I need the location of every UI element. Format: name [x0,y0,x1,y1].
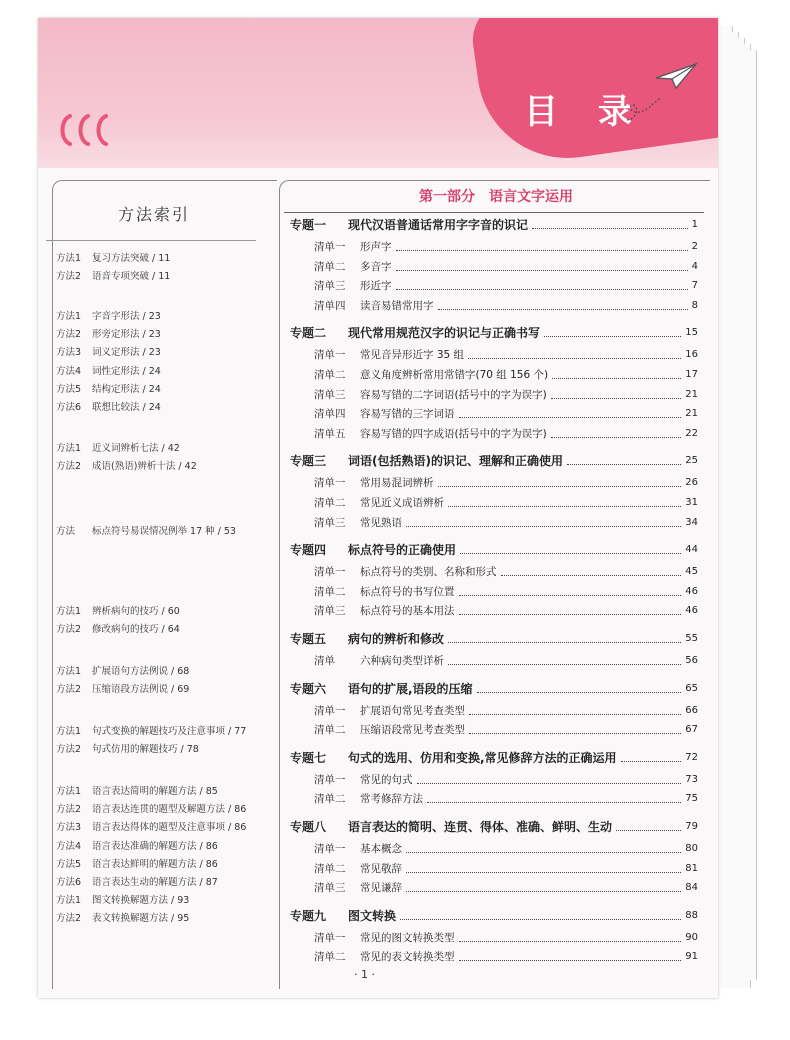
toc-item-title: 基本概念 [360,843,402,855]
method-index-entry [56,603,180,617]
toc-item [314,722,698,737]
method-label: 方法2 [56,744,82,756]
toc-item-number: 清单二 [314,862,346,875]
method-index-entry [56,440,180,454]
leader-dots [459,409,682,418]
toc-item-title: 标点符号的书写位置 [360,585,455,598]
paper-plane-icon [654,62,698,92]
toc-item-title: 形声字 [360,241,392,253]
method-label: 方法1 [56,253,82,264]
toc-topic-title: 病句的辨析和修改 [348,632,445,646]
method-text: 语言表达生动的解题方法 / 87 [92,877,218,888]
toc-item-number: 清单二 [314,724,346,737]
method-index-divider [46,240,256,241]
toc-topic [290,680,698,697]
leader-dots [459,587,682,596]
toc-topic-title: 句式的选用、仿用和变换,常见修辞方法的正确运用 [348,750,617,765]
method-label: 方法5 [56,858,82,870]
toc-topic [290,907,698,924]
leader-dots [459,933,682,942]
toc-item-page: 90 [685,931,698,943]
method-index-entry [56,523,236,537]
toc-item-number: 清单五 [314,427,346,440]
method-text: 语言表达鲜明的解题方法 / 86 [92,858,218,870]
toc-item-page: 21 [685,388,698,400]
toc-item-number: 清单四 [314,408,346,421]
leader-dots [396,281,688,290]
toc-item-page: 22 [685,427,698,439]
toc-item-page: 7 [691,280,698,292]
method-text: 标点符号易误情况例举 17 种 / 53 [92,526,236,537]
method-label: 方法2 [56,804,82,816]
method-label: 方法 [56,526,76,537]
method-index-entry [56,308,161,322]
leader-dots [406,883,681,892]
leader-dots [448,656,681,665]
toc-item [314,278,698,293]
toc-item-title: 标点符号的基本用法 [360,605,455,618]
method-label: 方法1 [56,895,82,907]
part-title-divider [284,212,704,213]
method-text: 语言表达连贯的题型及解题方法 / 86 [92,804,247,816]
toc-item-title: 常见的句式 [360,773,413,786]
leader-dots [417,775,682,784]
method-index-entry [56,874,218,888]
method-label: 方法5 [56,383,82,395]
toc-item-title: 常见熟语 [360,516,402,529]
toc-item-number: 清单三 [314,280,346,293]
page-edge [744,50,757,980]
method-label: 方法4 [56,840,82,852]
leader-dots [406,844,681,853]
toc-item-number: 清单一 [314,773,346,786]
method-index-entry [56,741,199,755]
toc-item-page: 8 [691,299,698,311]
toc-item [314,367,698,382]
method-label: 方法3 [56,822,82,834]
toc-item-title: 容易写错的三字词语 [360,408,455,421]
method-text: 字音字形法 / 23 [92,311,161,322]
leader-dots [427,794,681,803]
toc-item-page: 31 [685,497,698,508]
toc-topic-title: 标点符号的正确使用 [348,543,457,558]
toc-item-title: 常见谦辞 [360,882,402,895]
toc-item-page: 4 [691,260,698,272]
toc-topic [290,749,698,766]
toc-item-number: 清单四 [314,299,346,312]
toc-item-title: 多音字 [360,260,392,273]
method-label: 方法1 [56,443,82,454]
method-text: 扩展语句方法例说 / 68 [92,666,190,677]
binder-rings-icon [60,110,122,150]
leader-dots [406,864,681,873]
leader-dots [448,498,681,507]
toc-item-title: 常用易混词辨析 [360,477,434,490]
toc-item-number: 清单三 [314,388,346,401]
leader-dots [460,545,681,554]
method-text: 语言表达简明的解题方法 / 85 [92,786,218,797]
method-text: 联想比较法 / 24 [92,402,161,413]
toc-item-title: 形近字 [360,280,392,293]
toc-topic-title: 语句的扩展,语段的压缩 [348,681,473,696]
toc-item-page: 75 [685,793,698,805]
toc-item-page: 73 [685,773,698,785]
leader-dots [459,952,682,961]
toc-item-page: 2 [691,241,698,252]
part-title: 第一部分 语言文字运用 [419,189,573,205]
method-index-entry [56,381,161,395]
toc-item [314,703,698,718]
toc-item-number: 清单一 [314,843,346,855]
toc-item-title: 扩展语句常见考查类型 [360,704,465,717]
leader-dots [616,822,681,831]
toc-item [314,406,698,421]
toc-item [314,653,698,668]
leader-dots [551,390,682,399]
method-text: 词义定形法 / 23 [92,347,161,359]
toc-item-page: 91 [685,951,698,963]
toc-item [314,791,698,806]
toc-item [314,298,698,313]
method-index-entry [56,856,218,870]
toc-topic-number: 专题三 [290,454,327,469]
toc-item-title: 常见近义成语辨析 [360,497,444,509]
method-text: 表文转换解题方法 / 95 [92,913,190,925]
toc-item-page: 80 [685,843,698,854]
toc-item-page: 34 [685,516,698,528]
leader-dots [396,242,688,251]
method-text: 复习方法突破 / 11 [92,253,171,264]
toc-item-number: 清单二 [314,369,346,381]
toc-item [314,387,698,402]
toc-topic [290,630,698,647]
leader-dots [469,725,681,734]
toc-item-title: 意义角度辨析常用常错字(70 组 156 个) [360,369,549,381]
toc-topic-number: 专题七 [290,750,327,765]
toc-item [314,861,698,876]
toc-topic-number: 专题八 [290,820,327,834]
method-label: 方法1 [56,666,82,677]
swirl-decoration-icon [625,90,665,124]
toc-item [314,584,698,599]
method-index-title: 方法索引 [118,205,191,224]
toc-item-number: 清单二 [314,585,346,598]
toc-item-page: 21 [685,408,698,420]
method-index-entry [56,892,189,906]
method-text: 结构定形法 / 24 [92,383,161,395]
toc-item-page: 56 [685,655,698,666]
leader-dots [459,606,682,615]
toc-item-number: 清单二 [314,260,346,273]
toc-item-number: 清单二 [314,951,346,964]
method-index-entry [56,783,218,797]
toc-item-page: 84 [685,882,698,894]
toc-item-title: 常见的图文转换类型 [360,931,455,944]
method-text: 近义词辨析七法 / 42 [92,443,180,454]
toc-topic-page: 65 [685,682,698,694]
leader-dots [469,706,681,715]
toc-item-title: 容易写错的四字成语(括号中的字为误字) [360,427,547,440]
leader-dots [448,634,681,643]
toc-item [314,259,698,274]
toc-item [314,880,698,895]
toc-item-number: 清单一 [314,566,346,579]
toc-item [314,772,698,787]
method-text: 语言表达得体的题型及注意事项 / 86 [92,822,247,834]
toc-item-title: 常见敬辞 [360,862,402,875]
toc-topic-title: 词语(包括熟语)的识记、理解和正确使用 [348,454,563,469]
toc-item-number: 清单二 [314,793,346,806]
method-index-entry [56,363,161,377]
method-text: 辨析病句的技巧 / 60 [92,606,180,617]
toc-item-number: 清单一 [314,477,346,490]
page-number: · 1 · [354,968,375,981]
method-index-entry [56,663,189,677]
method-index-entry [56,819,246,833]
toc-item [314,475,698,490]
method-text: 词性定形法 / 24 [92,365,161,377]
leader-dots [552,370,681,379]
toc-item-page: 26 [685,477,698,489]
toc-item-number: 清单一 [314,704,346,717]
method-label: 方法1 [56,786,82,797]
toc-topic-page: 15 [685,327,698,339]
toc-item [314,564,698,579]
method-label: 方法2 [56,329,82,341]
toc-item-title: 常见音异形近字 35 组 [360,349,465,362]
toc-item-page: 67 [685,724,698,736]
method-index-entry [56,838,218,852]
toc-item-page: 46 [685,605,698,617]
toc-item [314,426,698,441]
toc-item [314,603,698,618]
toc-item-title: 常见的表文转换类型 [360,951,455,964]
book-page [38,18,718,998]
toc-item [314,239,698,254]
method-label: 方法4 [56,365,82,377]
method-index-entry [56,621,180,635]
method-text: 图文转换解题方法 / 93 [92,895,190,907]
method-index-entry [56,399,161,413]
toc-item-title: 压缩语段常见考查类型 [360,724,465,737]
toc-item-page: 46 [685,585,698,597]
leader-dots [406,518,681,527]
leader-dots [501,567,682,576]
method-index-entry [56,344,161,358]
method-text: 压缩语段方法例说 / 69 [92,684,190,696]
toc-item-number: 清单三 [314,516,346,529]
leader-dots [400,911,681,920]
toc-item-number: 清单 [314,655,335,667]
method-index-entry [56,801,246,815]
leader-dots [532,220,688,229]
toc-topic-page: 88 [685,909,698,921]
toc-topic-title: 现代汉语普通话常用字字音的识记 [348,218,529,232]
method-label: 方法6 [56,402,82,413]
toc-item-title: 容易写错的二字词语(括号中的字为误字) [360,388,547,401]
toc-item-number: 清单三 [314,605,346,618]
method-text: 句式变换的解题技巧及注意事项 / 77 [92,726,247,737]
method-text: 成语(熟语)辨析十法 / 42 [92,461,197,473]
leader-dots [551,429,682,438]
toc-item-title: 标点符号的类别、名称和形式 [360,566,497,579]
toc-topic [290,541,698,558]
page-title: 目 录 [524,92,646,132]
toc-item-number: 清单一 [314,931,346,944]
toc-item [314,515,698,530]
leader-dots [621,753,682,762]
toc-topic-page: 72 [685,751,698,763]
toc-topic-page: 55 [685,633,698,644]
toc-topic-number: 专题四 [290,543,327,558]
toc-item [314,347,698,362]
method-label: 方法2 [56,913,82,925]
leader-dots [438,478,682,487]
toc-topic [290,216,698,233]
toc-item-number: 清单二 [314,497,346,509]
method-index-entry [56,458,197,472]
toc-topic-number: 专题一 [290,218,327,232]
toc-item [314,841,698,856]
method-text: 语言表达准确的解题方法 / 86 [92,840,218,852]
leader-dots [567,456,681,465]
toc-item-number: 清单一 [314,241,346,253]
leader-dots [468,350,681,359]
toc-topic-title: 图文转换 [348,908,397,923]
toc-topic [290,452,698,469]
method-index-entry [56,268,170,282]
method-label: 方法1 [56,726,82,737]
toc-topic [290,324,698,341]
toc-item [314,495,698,510]
toc-item-page: 16 [685,349,698,361]
toc-topic-number: 专题九 [290,908,327,923]
leader-dots [477,684,682,693]
toc-topic-title: 语言表达的简明、连贯、得体、准确、鲜明、生动 [348,820,613,834]
method-index-entry [56,250,170,264]
method-label: 方法2 [56,271,82,283]
method-index-entry [56,681,189,695]
method-index-entry [56,326,161,340]
method-label: 方法2 [56,461,82,473]
method-text: 形旁定形法 / 23 [92,329,161,341]
leader-dots [438,301,688,310]
toc-topic [290,818,698,835]
toc-item-page: 81 [685,862,698,874]
toc-topic-number: 专题二 [290,326,327,341]
leader-dots [544,328,681,337]
toc-item-page: 45 [685,566,698,578]
toc-topic-page: 25 [685,455,698,467]
method-text: 修改病句的技巧 / 64 [92,624,180,636]
toc-topic-title: 现代常用规范汉字的识记与正确书写 [348,326,541,341]
method-index-entry [56,910,189,924]
toc-topic-page: 1 [691,219,698,230]
method-label: 方法3 [56,347,82,359]
method-label: 方法6 [56,877,82,888]
toc-topic-number: 专题五 [290,632,327,646]
toc-topic-page: 44 [685,544,698,556]
toc-item-title: 六种病句类型详析 [360,655,444,667]
method-label: 方法2 [56,684,82,696]
toc-topic-number: 专题六 [290,681,327,696]
toc-item-title: 常考修辞方法 [360,793,423,806]
toc-item-title: 读音易错常用字 [360,299,434,312]
toc-topic-page: 79 [685,821,698,832]
method-text: 句式仿用的解题技巧 / 78 [92,744,199,756]
toc-item-number: 清单一 [314,349,346,362]
toc-item-number: 清单三 [314,882,346,895]
method-label: 方法2 [56,624,82,636]
method-index-entry [56,723,246,737]
toc-item-page: 66 [685,704,698,716]
toc-item [314,930,698,945]
toc-item [314,949,698,964]
method-text: 语音专项突破 / 11 [92,271,171,283]
method-label: 方法1 [56,606,82,617]
method-label: 方法1 [56,311,82,322]
toc-item-page: 17 [685,369,698,380]
leader-dots [396,262,688,271]
